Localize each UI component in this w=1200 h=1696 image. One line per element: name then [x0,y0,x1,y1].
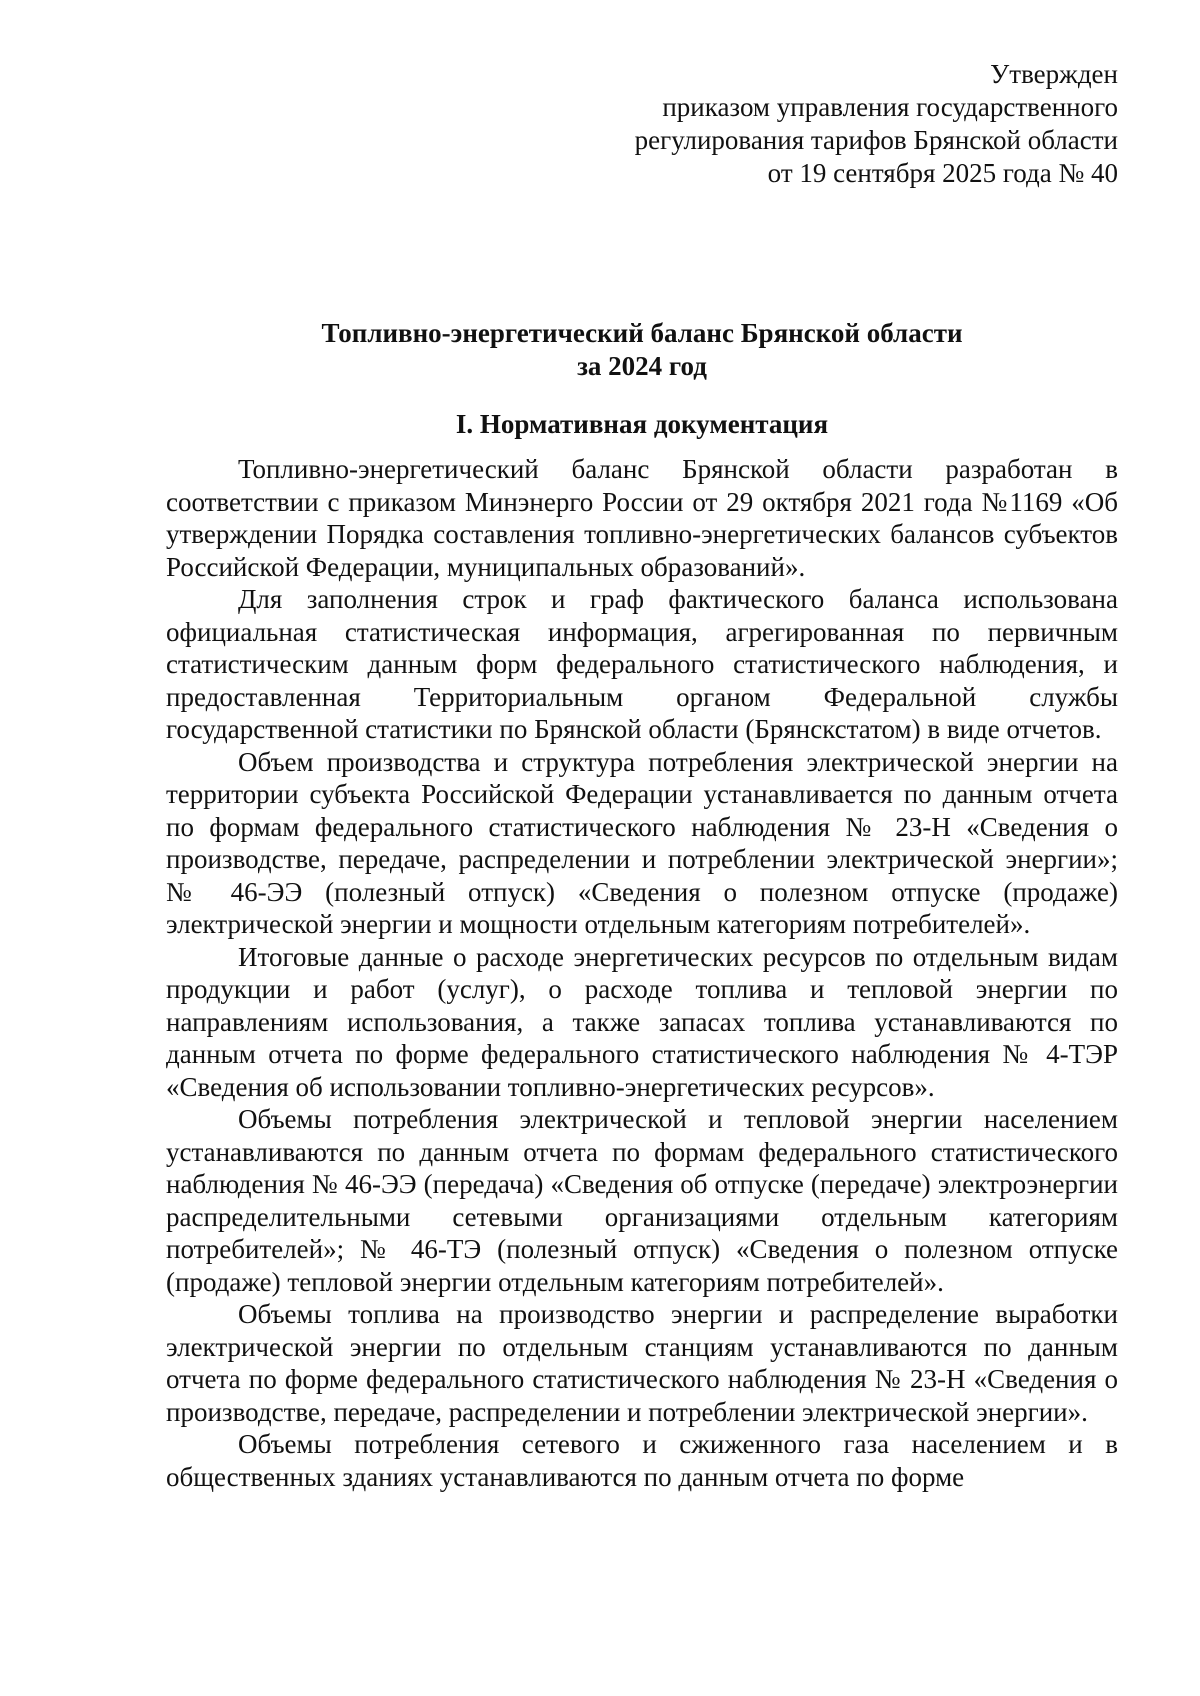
approval-line: Утвержден [990,59,1118,89]
approval-line: регулирования тарифов Брянской области [634,125,1118,155]
paragraph: Объемы топлива на производство энергии и распределение выработки электрической энергии по отдельным станциям устанавливаются по данным отчета по форме федерального статистического наблюдения № 23-Н «Сведения о производстве, передаче, распределении и потреблении электрической энергии». [166,1299,1118,1427]
document-title-line: за 2024 год [577,351,707,381]
paragraph: Объем производства и структура потребления электрической энергии на территории субъекта Российской Федерации устанавливается по данным отчета по формам федерального статистического наблюдения № 23-Н «Сведения о производстве, передаче, распределении и потреблении электрической энергии»; № 46-ЭЭ (полезный отпуск) «Сведения о полезном отпуске (продаже) электрической энергии и мощности отдельным категориям потребителей». [166,746,1118,939]
document-title [166,317,1118,383]
paragraph: Объемы потребления электрической и тепловой энергии населением устанавливаются по данным отчета по формам федерального статистического наблюдения № 46-ЭЭ (передача) «Сведения об отпуске (передаче) электроэнергии распределительными сетевыми организациями отдельным категориям потребителей»; № 46-ТЭ (полезный отпуск) «Сведения о полезном отпуске (продаже) тепловой энергии отдельным категориям потребителей». [166,1104,1118,1297]
approval-block [166,58,1118,190]
document-title-line: Топливно-энергетический баланс Брянской области [321,318,963,348]
approval-line: приказом управления государственного [662,92,1118,122]
paragraph: Для заполнения строк и граф фактического баланса использована официальная статистическая информация, агрегированная по первичным статистическим данным форм федерального статистического наблюдения, и предоставленная Территориальным органом Федеральной службы государственной статистики по Брянской области (Брянскстатом) в виде отчетов. [166,584,1118,744]
paragraph: Топливно-энергетический баланс Брянской области разработан в соответствии с приказом Минэнерго России от 29 октября 2021 года №1169 «Об утверждении Порядка составления топливно-энергетических балансов субъектов Российской Федерации, муниципальных образований». [166,454,1118,582]
section-heading: I. Нормативная документация [455,409,829,439]
paragraph: Объемы потребления сетевого и сжиженного газа населением и в общественных зданиях устанавливаются по данным отчета по форме [166,1429,1118,1492]
paragraph: Итоговые данные о расходе энергетических ресурсов по отдельным видам продукции и работ (услуг), о расходе топлива и тепловой энергии по направлениям использования, а также запасах топлива устанавливаются по данным отчета по форме федерального статистического наблюдения № 4-ТЭР «Сведения об использовании топливно-энергетических ресурсов». [166,941,1118,1102]
approval-line: от 19 сентября 2025 года № 40 [767,158,1118,188]
body-text [166,453,1118,1493]
